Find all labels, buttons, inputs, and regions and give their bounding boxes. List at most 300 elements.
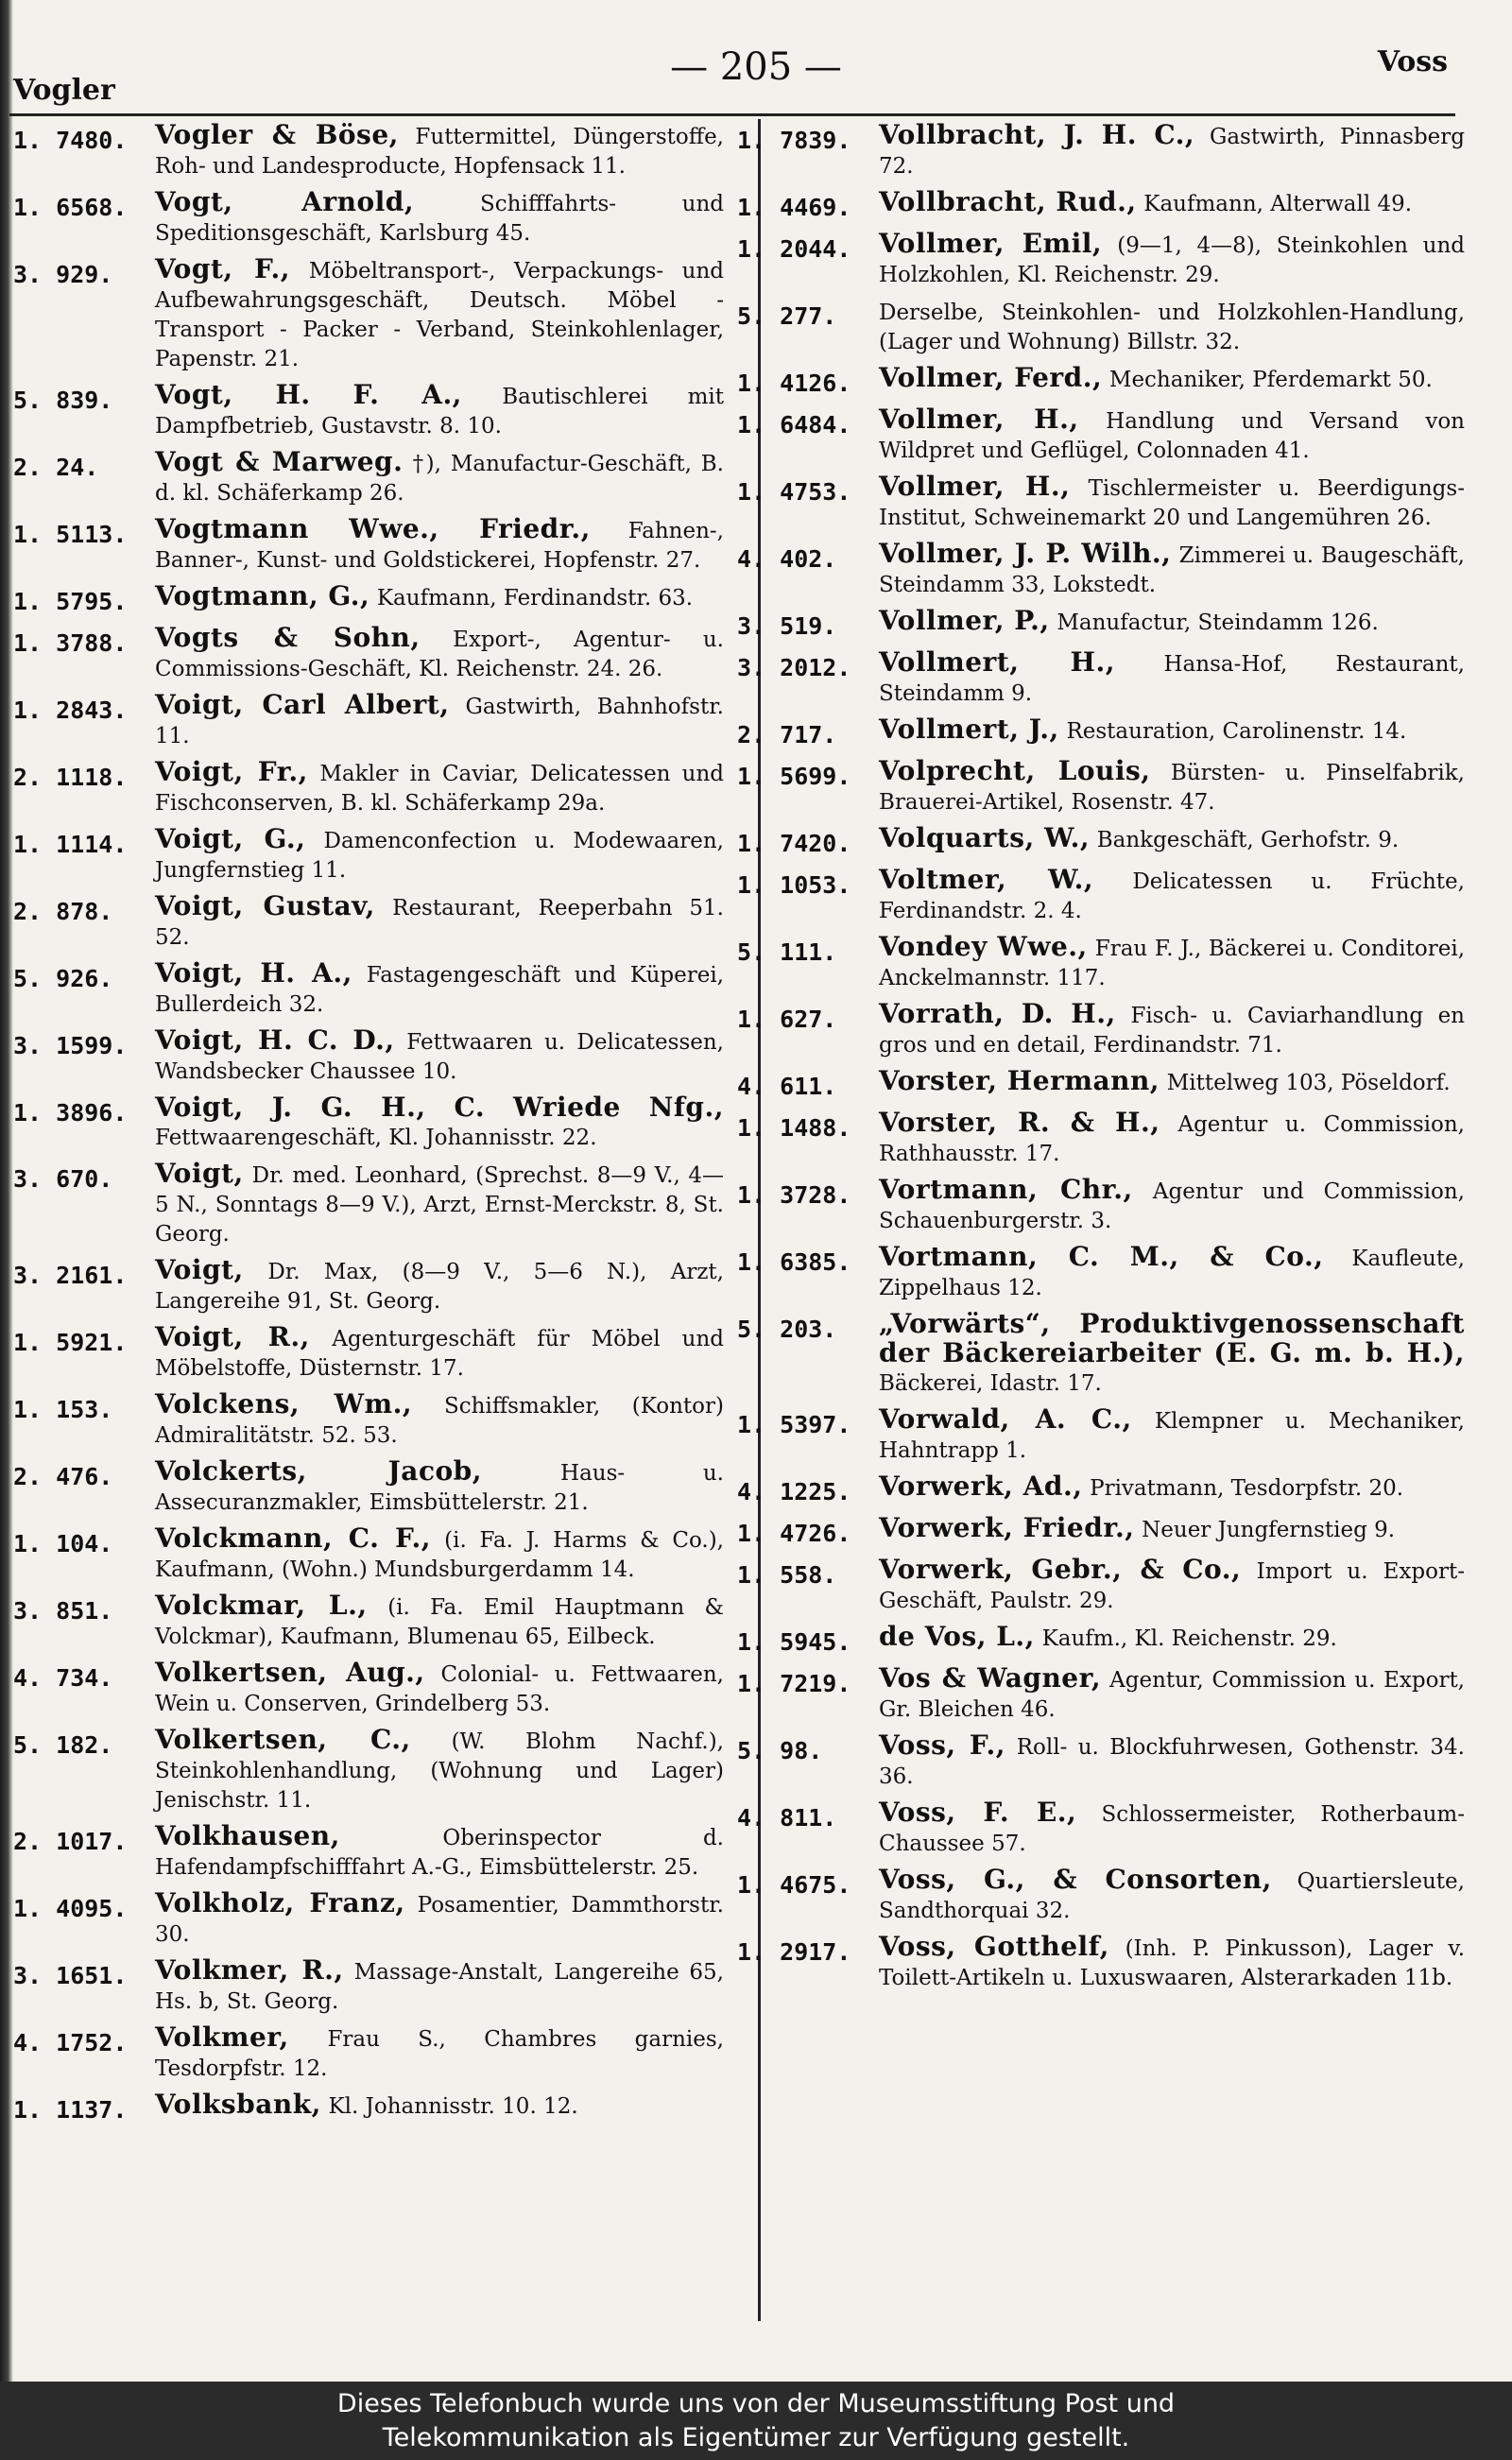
entry-description: Fastagengeschäft und Küperei, Bullerdeich 32. bbox=[155, 963, 724, 1017]
directory-entry bbox=[737, 1000, 1465, 1059]
entry-number: 5. 111. bbox=[737, 938, 837, 966]
entry-text bbox=[155, 825, 724, 885]
entry-text bbox=[155, 381, 724, 440]
entry-number: 1. 3896. bbox=[13, 1099, 128, 1127]
entry-number: 1. 7839. bbox=[737, 127, 851, 154]
directory-entry bbox=[13, 188, 724, 248]
entry-text bbox=[879, 297, 1465, 356]
entry-name: Vogt, Arnold, bbox=[155, 186, 415, 217]
entry-number: 1. 7480. bbox=[13, 127, 128, 154]
entry-name: Volckens, Wm., bbox=[155, 1388, 413, 1419]
directory-entry bbox=[737, 757, 1465, 817]
entry-text bbox=[879, 473, 1465, 532]
entry-number: 1. 5397. bbox=[737, 1411, 851, 1438]
left-column bbox=[13, 121, 724, 2132]
directory-entry bbox=[737, 1556, 1465, 1615]
entry-description: Haus- u. Assecuranzmakler, Eimsbüttelerstr. 21. bbox=[155, 1461, 724, 1515]
entry-description: Gastwirth, Pinnasberg 72. bbox=[879, 125, 1465, 179]
entry-description: Zimmerei u. Baugeschäft, Steindamm 33, Lokstedt. bbox=[879, 543, 1465, 597]
entry-name: Vos & Wagner, bbox=[879, 1662, 1102, 1694]
entry-description: Makler in Caviar, Delicatessen und Fischconserven, B. kl. Schäferkamp 29a. bbox=[155, 762, 724, 816]
directory-entry bbox=[737, 1067, 1465, 1101]
directory-entry bbox=[13, 1256, 724, 1316]
entry-description: Damenconfection u. Modewaaren, Jungfernstieg 11. bbox=[155, 829, 724, 883]
entry-description: Kaufleute, Zippelhaus 12. bbox=[879, 1247, 1465, 1300]
directory-entry bbox=[737, 824, 1465, 858]
entry-description: Kaufmann, Ferdinandstr. 63. bbox=[376, 586, 694, 611]
entry-text bbox=[879, 1514, 1465, 1544]
entry-description: Kaufmann, Alterwall 49. bbox=[1143, 192, 1413, 216]
entry-text bbox=[879, 1866, 1465, 1925]
entry-number: 4. 402. bbox=[737, 545, 837, 573]
entry-text bbox=[155, 121, 724, 181]
entry-text bbox=[155, 691, 724, 750]
directory-entry bbox=[13, 1524, 724, 1584]
entry-description: Gastwirth, Bahnhofstr. 11. bbox=[155, 695, 724, 748]
scan-binding-edge bbox=[0, 0, 13, 2382]
entry-name: Vortmann, C. M., & Co., bbox=[879, 1241, 1324, 1272]
entry-number: 1. 4726. bbox=[737, 1520, 851, 1547]
entry-description: (i. Fa. Emil Hauptmann & Volckmar), Kaufmann, Blumenau 65, Eilbeck. bbox=[155, 1595, 724, 1649]
entry-number: 2. 476. bbox=[13, 1463, 113, 1490]
entry-number: 1. 6385. bbox=[737, 1248, 851, 1276]
entry-name: Voss, Gotthelf, bbox=[879, 1931, 1109, 1962]
entry-name: Vondey Wwe., bbox=[879, 931, 1088, 962]
directory-entry bbox=[737, 364, 1465, 398]
directory-entry bbox=[13, 959, 724, 1019]
entry-number: 1. 5945. bbox=[737, 1628, 851, 1656]
entry-text bbox=[155, 1659, 724, 1718]
entry-number: 2. 1118. bbox=[13, 764, 128, 791]
directory-entry bbox=[13, 624, 724, 683]
entry-number: 1. 4753. bbox=[737, 478, 851, 506]
entry-text bbox=[879, 866, 1465, 925]
entry-name: Vollmer, H., bbox=[879, 471, 1071, 502]
directory-entry bbox=[13, 1889, 724, 1949]
entry-number: 1. 7420. bbox=[737, 830, 851, 857]
entry-number: 1. 5921. bbox=[13, 1329, 128, 1356]
entry-text bbox=[155, 1093, 724, 1152]
entry-description: Schlossermeister, Rotherbaum-Chaussee 57. bbox=[879, 1802, 1465, 1856]
entry-name: Vollmert, J., bbox=[879, 714, 1059, 745]
directory-entry bbox=[737, 1731, 1465, 1791]
entry-name: Volkhausen, bbox=[155, 1820, 340, 1851]
entry-description: Hansa-Hof, Restaurant, Steindamm 9. bbox=[879, 652, 1465, 706]
entry-name: Vogt, F., bbox=[155, 253, 291, 284]
entry-number: 1. 4469. bbox=[737, 194, 851, 221]
entry-text bbox=[879, 715, 1465, 746]
entry-name: Vogt, H. F. A., bbox=[155, 379, 462, 410]
directory-entry bbox=[13, 1591, 724, 1651]
entry-text bbox=[155, 255, 724, 373]
entry-description: Import u. Export-Geschäft, Paulstr. 29. bbox=[879, 1559, 1465, 1613]
entry-number: 1. 6568. bbox=[13, 194, 128, 221]
entry-number: 1. 6484. bbox=[737, 411, 851, 439]
entry-text bbox=[155, 1256, 724, 1316]
directory-entry bbox=[13, 1026, 724, 1086]
entry-number: 5. 926. bbox=[13, 965, 113, 992]
entry-description: Derselbe, Steinkohlen- und Holzkohlen-Handlung, (Lager und Wohnung) Billstr. 32. bbox=[879, 301, 1465, 354]
entry-description: Agentur u. Commission, Rathhausstr. 17. bbox=[879, 1112, 1465, 1166]
entry-number: 4. 811. bbox=[737, 1804, 837, 1832]
entry-description: Neuer Jungfernstieg 9. bbox=[1142, 1518, 1396, 1542]
entry-number: 3. 1599. bbox=[13, 1032, 128, 1059]
directory-entry bbox=[737, 121, 1465, 181]
entry-name: Vorwerk, Gebr., & Co., bbox=[879, 1554, 1242, 1585]
directory-entry bbox=[737, 866, 1465, 925]
entry-name: Vollmert, H., bbox=[879, 646, 1116, 678]
entry-number: 5. 203. bbox=[737, 1316, 837, 1343]
directory-entry bbox=[13, 1457, 724, 1517]
entry-description: Mechaniker, Pferdemarkt 50. bbox=[1108, 368, 1433, 392]
entry-number: 1. 1053. bbox=[737, 871, 851, 899]
entry-description: Klempner u. Mechaniker, Hahntrapp 1. bbox=[879, 1409, 1465, 1463]
entry-number: 1. 2044. bbox=[737, 235, 851, 263]
entry-number: 5. 182. bbox=[13, 1731, 113, 1759]
entry-description: Oberinspector d. Hafendampfschifffahrt A.-G., Eimsbüttelerstr. 25. bbox=[155, 1826, 724, 1880]
directory-entry bbox=[737, 1472, 1465, 1506]
entry-number: 1. 4095. bbox=[13, 1895, 128, 1922]
entry-name: Voigt, Fr., bbox=[155, 756, 308, 787]
entry-text bbox=[879, 364, 1465, 394]
entry-description: Roll- u. Blockfuhrwesen, Gothenstr. 34. 36. bbox=[879, 1735, 1465, 1789]
entry-text bbox=[155, 1822, 724, 1882]
directory-entry bbox=[13, 1093, 724, 1152]
entry-description: Restauration, Carolinenstr. 14. bbox=[1066, 719, 1407, 744]
entry-number: 4. 1225. bbox=[737, 1478, 851, 1505]
entry-text bbox=[155, 624, 724, 683]
directory-entry bbox=[737, 933, 1465, 992]
entry-number: 4. 1752. bbox=[13, 2029, 128, 2056]
entry-description: †), Manufactur-Geschäft, B. d. kl. Schäferkamp 26. bbox=[155, 452, 724, 506]
entry-number: 1. 5795. bbox=[13, 588, 128, 615]
entry-name: Vogts & Sohn, bbox=[155, 622, 421, 653]
entry-description: Manufactur, Steindamm 126. bbox=[1057, 611, 1379, 635]
entry-description: (W. Blohm Nachf.), Steinkohlenhandlung, (Wohnung und Lager) Jenischstr. 11. bbox=[155, 1729, 724, 1813]
entry-description: (i. Fa. J. Harms & Co.), Kaufmann, (Wohn.) Mundsburgerdamm 14. bbox=[155, 1528, 724, 1582]
directory-entry bbox=[13, 1659, 724, 1718]
directory-entry bbox=[13, 1956, 724, 2016]
directory-entry bbox=[737, 473, 1465, 532]
entry-text bbox=[155, 1160, 724, 1248]
entry-text bbox=[879, 1067, 1465, 1097]
directory-entry bbox=[737, 1623, 1465, 1657]
entry-description: Futtermittel, Düngerstoffe, Roh- und Landesproducte, Hopfensack 11. bbox=[155, 125, 724, 179]
entry-description: Agenturgeschäft für Möbel und Möbelstoffe, Düsternstr. 17. bbox=[155, 1327, 724, 1381]
entry-name: Vollmer, Emil, bbox=[879, 228, 1103, 259]
entry-text bbox=[879, 230, 1465, 289]
entry-number: 1. 3728. bbox=[737, 1181, 851, 1209]
entry-description: Tischlermeister u. Beerdigungs-Institut, Schweinemarkt 20 und Langemühren 26. bbox=[879, 476, 1465, 530]
entry-description: Fisch- u. Caviarhandlung en gros und en detail, Ferdinandstr. 71. bbox=[879, 1004, 1465, 1058]
entry-text bbox=[879, 1472, 1465, 1503]
entry-name: Vorster, Hermann, bbox=[879, 1065, 1160, 1096]
entry-name: Vogtmann, G., bbox=[155, 580, 370, 611]
entry-text bbox=[155, 1390, 724, 1450]
directory-entry bbox=[13, 2090, 724, 2125]
directory-entry bbox=[737, 1109, 1465, 1168]
header-right-keyword: Voss bbox=[1377, 45, 1448, 78]
entry-text bbox=[879, 1243, 1465, 1302]
entry-name: Voigt, G., bbox=[155, 823, 306, 854]
entry-text bbox=[879, 1731, 1465, 1791]
directory-entry bbox=[737, 1243, 1465, 1302]
entry-text bbox=[879, 1405, 1465, 1465]
entry-number: 3. 1651. bbox=[13, 1962, 128, 1989]
entry-number: 1. 2917. bbox=[737, 1938, 851, 1966]
directory-entry bbox=[737, 297, 1465, 356]
page-number: — 205 — bbox=[670, 45, 842, 89]
entry-number: 1. 3788. bbox=[13, 629, 128, 657]
entry-number: 2. 878. bbox=[13, 898, 113, 925]
directory-entry bbox=[737, 405, 1465, 465]
entry-number: 3. 929. bbox=[13, 261, 113, 288]
entry-text bbox=[879, 1176, 1465, 1235]
entry-number: 3. 519. bbox=[737, 612, 837, 640]
entry-name: Voigt, H. A., bbox=[155, 957, 352, 989]
entry-number: 1. 5699. bbox=[737, 763, 851, 790]
directory-entry bbox=[737, 1310, 1465, 1398]
directory-entry bbox=[737, 1405, 1465, 1465]
entry-description: Kaufm., Kl. Reichenstr. 29. bbox=[1041, 1626, 1337, 1651]
directory-entry bbox=[13, 381, 724, 440]
entry-text bbox=[155, 1726, 724, 1815]
directory-entry bbox=[13, 448, 724, 507]
entry-number: 1. 2843. bbox=[13, 697, 128, 724]
entry-text bbox=[879, 1798, 1465, 1858]
entry-text bbox=[155, 892, 724, 952]
entry-description: Dr. Max, (8—9 V., 5—6 N.), Arzt, Langereihe 91, St. Georg. bbox=[155, 1260, 724, 1314]
entry-name: Volquarts, W., bbox=[879, 822, 1091, 853]
entry-name: Vorster, R. & H., bbox=[879, 1107, 1160, 1138]
entry-text bbox=[879, 1933, 1465, 1992]
entry-name: Vorrath, D. H., bbox=[879, 998, 1116, 1029]
entry-number: 3. 2161. bbox=[13, 1262, 128, 1289]
entry-number: 1. 558. bbox=[737, 1561, 837, 1589]
entry-text bbox=[879, 1310, 1465, 1398]
entry-text bbox=[879, 607, 1465, 637]
footer-line-2: Telekommunikation als Eigentümer zur Verfügung gestellt. bbox=[382, 2423, 1130, 2452]
entry-text bbox=[155, 959, 724, 1019]
entry-name: Vogtmann Wwe., Friedr., bbox=[155, 513, 591, 544]
directory-entry bbox=[13, 1726, 724, 1815]
entry-text bbox=[879, 648, 1465, 708]
directory-entry bbox=[13, 1390, 724, 1450]
entry-name: Vollmer, J. P. Wilh., bbox=[879, 538, 1172, 569]
entry-number: 1. 153. bbox=[13, 1396, 113, 1423]
footer-line-1: Dieses Telefonbuch wurde uns von der Museumsstiftung Post und bbox=[336, 2389, 1176, 2418]
directory-entry bbox=[737, 1866, 1465, 1925]
directory-entry bbox=[13, 515, 724, 575]
entry-description: Massage-Anstalt, Langereihe 65, Hs. b, St. Georg. bbox=[155, 1960, 724, 2014]
directory-entry bbox=[737, 648, 1465, 708]
entry-name: Voss, F., bbox=[879, 1729, 1005, 1761]
entry-name: Vollmer, H., bbox=[879, 404, 1079, 435]
entry-text bbox=[879, 1623, 1465, 1653]
entry-text bbox=[155, 1026, 724, 1086]
entry-name: Vogler & Böse, bbox=[155, 119, 399, 150]
entry-name: Vortmann, Chr., bbox=[879, 1174, 1133, 1205]
entry-description: Frau S., Chambres garnies, Tesdorpfstr. 12. bbox=[155, 2027, 724, 2081]
entry-text bbox=[879, 933, 1465, 992]
entry-name: Voigt, Gustav, bbox=[155, 890, 375, 921]
entry-name: de Vos, L., bbox=[879, 1621, 1035, 1652]
entry-number: 2. 717. bbox=[737, 721, 837, 748]
entry-number: 3. 2012. bbox=[737, 654, 851, 681]
entry-name: Volkholz, Franz, bbox=[155, 1887, 405, 1918]
entry-name: Volckmar, L., bbox=[155, 1590, 368, 1621]
entry-number: 1. 5113. bbox=[13, 521, 128, 548]
entry-number: 5. 98. bbox=[737, 1737, 823, 1764]
directory-entry bbox=[737, 1798, 1465, 1858]
entry-name: Volkmer, bbox=[155, 2021, 289, 2053]
entry-text bbox=[155, 1457, 724, 1517]
directory-entry bbox=[737, 715, 1465, 749]
directory-entry bbox=[13, 121, 724, 181]
footer-notice bbox=[0, 2382, 1512, 2460]
directory-entry bbox=[13, 691, 724, 750]
entry-name: Voigt, R., bbox=[155, 1321, 310, 1352]
entry-name: Volckmann, C. F., bbox=[155, 1522, 432, 1554]
entry-name: Voigt, J. G. H., C. Wriede Nfg., bbox=[155, 1092, 724, 1123]
entry-number: 2. 1017. bbox=[13, 1828, 128, 1855]
entry-name: Vollmer, P., bbox=[879, 605, 1050, 636]
entry-name: Voss, G., & Consorten, bbox=[879, 1864, 1272, 1895]
entry-name: Voss, F. E., bbox=[879, 1797, 1077, 1828]
entry-description: Bürsten- u. Pinselfabrik, Brauerei-Artikel, Rosenstr. 47. bbox=[879, 761, 1465, 815]
entry-description: Mittelweg 103, Pöseldorf. bbox=[1166, 1071, 1451, 1095]
entry-number: 1. 1137. bbox=[13, 2096, 128, 2124]
directory-entry bbox=[13, 758, 724, 817]
entry-name: Voigt, bbox=[155, 1254, 244, 1285]
directory-entry bbox=[737, 188, 1465, 222]
directory-entry bbox=[13, 892, 724, 952]
entry-description: Kl. Johannisstr. 10. 12. bbox=[328, 2094, 578, 2119]
entry-name: Voigt, H. C. D., bbox=[155, 1024, 395, 1056]
directory-entry bbox=[737, 1514, 1465, 1548]
entry-description: Delicatessen u. Früchte, Ferdinandstr. 2. 4. bbox=[879, 869, 1465, 923]
entry-name: „Vorwärts“, Produktivgenossenschaft der Bäckereiarbeiter (E. G. m. b. H.), bbox=[879, 1308, 1465, 1368]
entry-description: Schifffahrts- und Speditionsgeschäft, Karlsburg 45. bbox=[155, 192, 724, 246]
entry-number: 5. 277. bbox=[737, 302, 837, 330]
directory-entry bbox=[737, 540, 1465, 599]
directory-entry bbox=[737, 1933, 1465, 1992]
entry-description: Quartiersleute, Sandthorquai 32. bbox=[879, 1869, 1465, 1923]
entry-text bbox=[155, 1524, 724, 1584]
entry-description: Schiffsmakler, (Kontor) Admiralitätstr. 52. 53. bbox=[155, 1394, 724, 1448]
directory-entry bbox=[13, 1822, 724, 1882]
entry-text bbox=[879, 1000, 1465, 1059]
entry-text bbox=[879, 540, 1465, 599]
entry-name: Volprecht, Louis, bbox=[879, 755, 1151, 786]
entry-text bbox=[879, 188, 1465, 218]
entry-number: 1. 627. bbox=[737, 1006, 837, 1033]
entry-text bbox=[155, 2023, 724, 2083]
entry-name: Voltmer, W., bbox=[879, 864, 1094, 895]
directory-entry bbox=[13, 582, 724, 616]
entry-number: 4. 734. bbox=[13, 1664, 113, 1692]
entry-description: Posamentier, Dammthorstr. 30. bbox=[155, 1893, 724, 1947]
entry-number: 3. 851. bbox=[13, 1597, 113, 1625]
entry-name: Vorwald, A. C., bbox=[879, 1403, 1132, 1435]
entry-text bbox=[155, 1591, 724, 1651]
directory-entry bbox=[13, 1323, 724, 1383]
directory-entry bbox=[737, 1176, 1465, 1235]
entry-description: Colonial- u. Fettwaaren, Wein u. Conserven, Grindelberg 53. bbox=[155, 1662, 724, 1716]
header-left-keyword: Vogler bbox=[13, 74, 115, 107]
entry-name: Voigt, bbox=[155, 1158, 244, 1189]
directory-entry bbox=[13, 825, 724, 885]
entry-text bbox=[155, 2090, 724, 2121]
entry-description: (Inh. P. Pinkusson), Lager v. Toilett-Artikeln u. Luxuswaaren, Alsterarkaden 11b. bbox=[879, 1936, 1466, 1990]
directory-entry bbox=[737, 230, 1465, 289]
right-column bbox=[737, 121, 1465, 2000]
entry-description: Bankgeschäft, Gerhofstr. 9. bbox=[1096, 828, 1400, 852]
entry-number: 5. 839. bbox=[13, 387, 113, 414]
directory-entry bbox=[13, 255, 724, 373]
entry-name: Volkertsen, C., bbox=[155, 1724, 411, 1755]
entry-name: Volksbank, bbox=[155, 2089, 321, 2120]
entry-name: Vorwerk, Ad., bbox=[879, 1471, 1083, 1502]
entry-name: Volkertsen, Aug., bbox=[155, 1657, 425, 1688]
entry-text bbox=[155, 1889, 724, 1949]
entry-text bbox=[879, 1556, 1465, 1615]
entry-description: Frau F. J., Bäckerei u. Conditorei, Anckelmannstr. 117. bbox=[879, 937, 1466, 990]
entry-name: Voigt, Carl Albert, bbox=[155, 689, 450, 720]
entry-description: Agentur und Commission, Schauenburgerstr. 3. bbox=[879, 1179, 1465, 1233]
entry-name: Vogt & Marweg. bbox=[155, 446, 404, 477]
entry-number: 1. 7219. bbox=[737, 1670, 851, 1697]
entry-text bbox=[155, 515, 724, 575]
entry-description: Privatmann, Tesdorpfstr. 20. bbox=[1090, 1476, 1404, 1501]
entry-number: 2. 24. bbox=[13, 454, 99, 481]
entry-text bbox=[155, 582, 724, 612]
entry-number: 4. 611. bbox=[737, 1073, 837, 1100]
entry-name: Vollbracht, Rud., bbox=[879, 186, 1137, 217]
entry-number: 1. 4126. bbox=[737, 370, 851, 397]
entry-description: Bautischlerei mit Dampfbetrieb, Gustavstr. 8. 10. bbox=[155, 385, 724, 439]
entry-description: Fettwaaren u. Delicatessen, Wandsbecker Chaussee 10. bbox=[155, 1030, 724, 1084]
entry-text bbox=[879, 405, 1465, 465]
entry-name: Vollmer, Ferd., bbox=[879, 362, 1103, 393]
entry-name: Volkmer, R., bbox=[155, 1954, 344, 1986]
entry-text bbox=[879, 757, 1465, 817]
entry-description: Handlung und Versand von Wildpret und Geflügel, Colonnaden 41. bbox=[879, 409, 1465, 463]
entry-name: Vollbracht, J. H. C., bbox=[879, 119, 1195, 150]
entry-description: Fettwaarengeschäft, Kl. Johannisstr. 22. bbox=[155, 1126, 597, 1150]
directory-entry bbox=[737, 1664, 1465, 1724]
entry-description: Fahnen-, Banner-, Kunst- und Goldstickerei, Hopfenstr. 27. bbox=[155, 519, 724, 573]
entry-number: 3. 670. bbox=[13, 1165, 113, 1193]
entry-description: Bäckerei, Idastr. 17. bbox=[879, 1371, 1102, 1396]
entry-text bbox=[879, 1109, 1465, 1168]
entry-text bbox=[879, 824, 1465, 854]
entry-text bbox=[155, 448, 724, 507]
entry-text bbox=[879, 121, 1465, 181]
entry-name: Volckerts, Jacob, bbox=[155, 1455, 482, 1487]
entry-description: Möbeltransport-, Verpackungs- und Aufbewahrungsgeschäft, Deutsch. Möbel - Transport - Packer - Verband, Steinkohlenlager, Papenstr. 21. bbox=[155, 259, 724, 371]
directory-entry bbox=[13, 1160, 724, 1248]
entry-number: 1. 1488. bbox=[737, 1114, 851, 1142]
entry-description: (9—1, 4—8), Steinkohlen und Holzkohlen, Kl. Reichenstr. 29. bbox=[879, 233, 1465, 287]
entry-number: 1. 4675. bbox=[737, 1871, 851, 1899]
entry-text bbox=[155, 188, 724, 248]
directory-entry bbox=[13, 2023, 724, 2083]
directory-entry bbox=[737, 607, 1465, 641]
entry-text bbox=[879, 1664, 1465, 1724]
entry-text bbox=[155, 758, 724, 817]
header-rule bbox=[9, 113, 1455, 116]
